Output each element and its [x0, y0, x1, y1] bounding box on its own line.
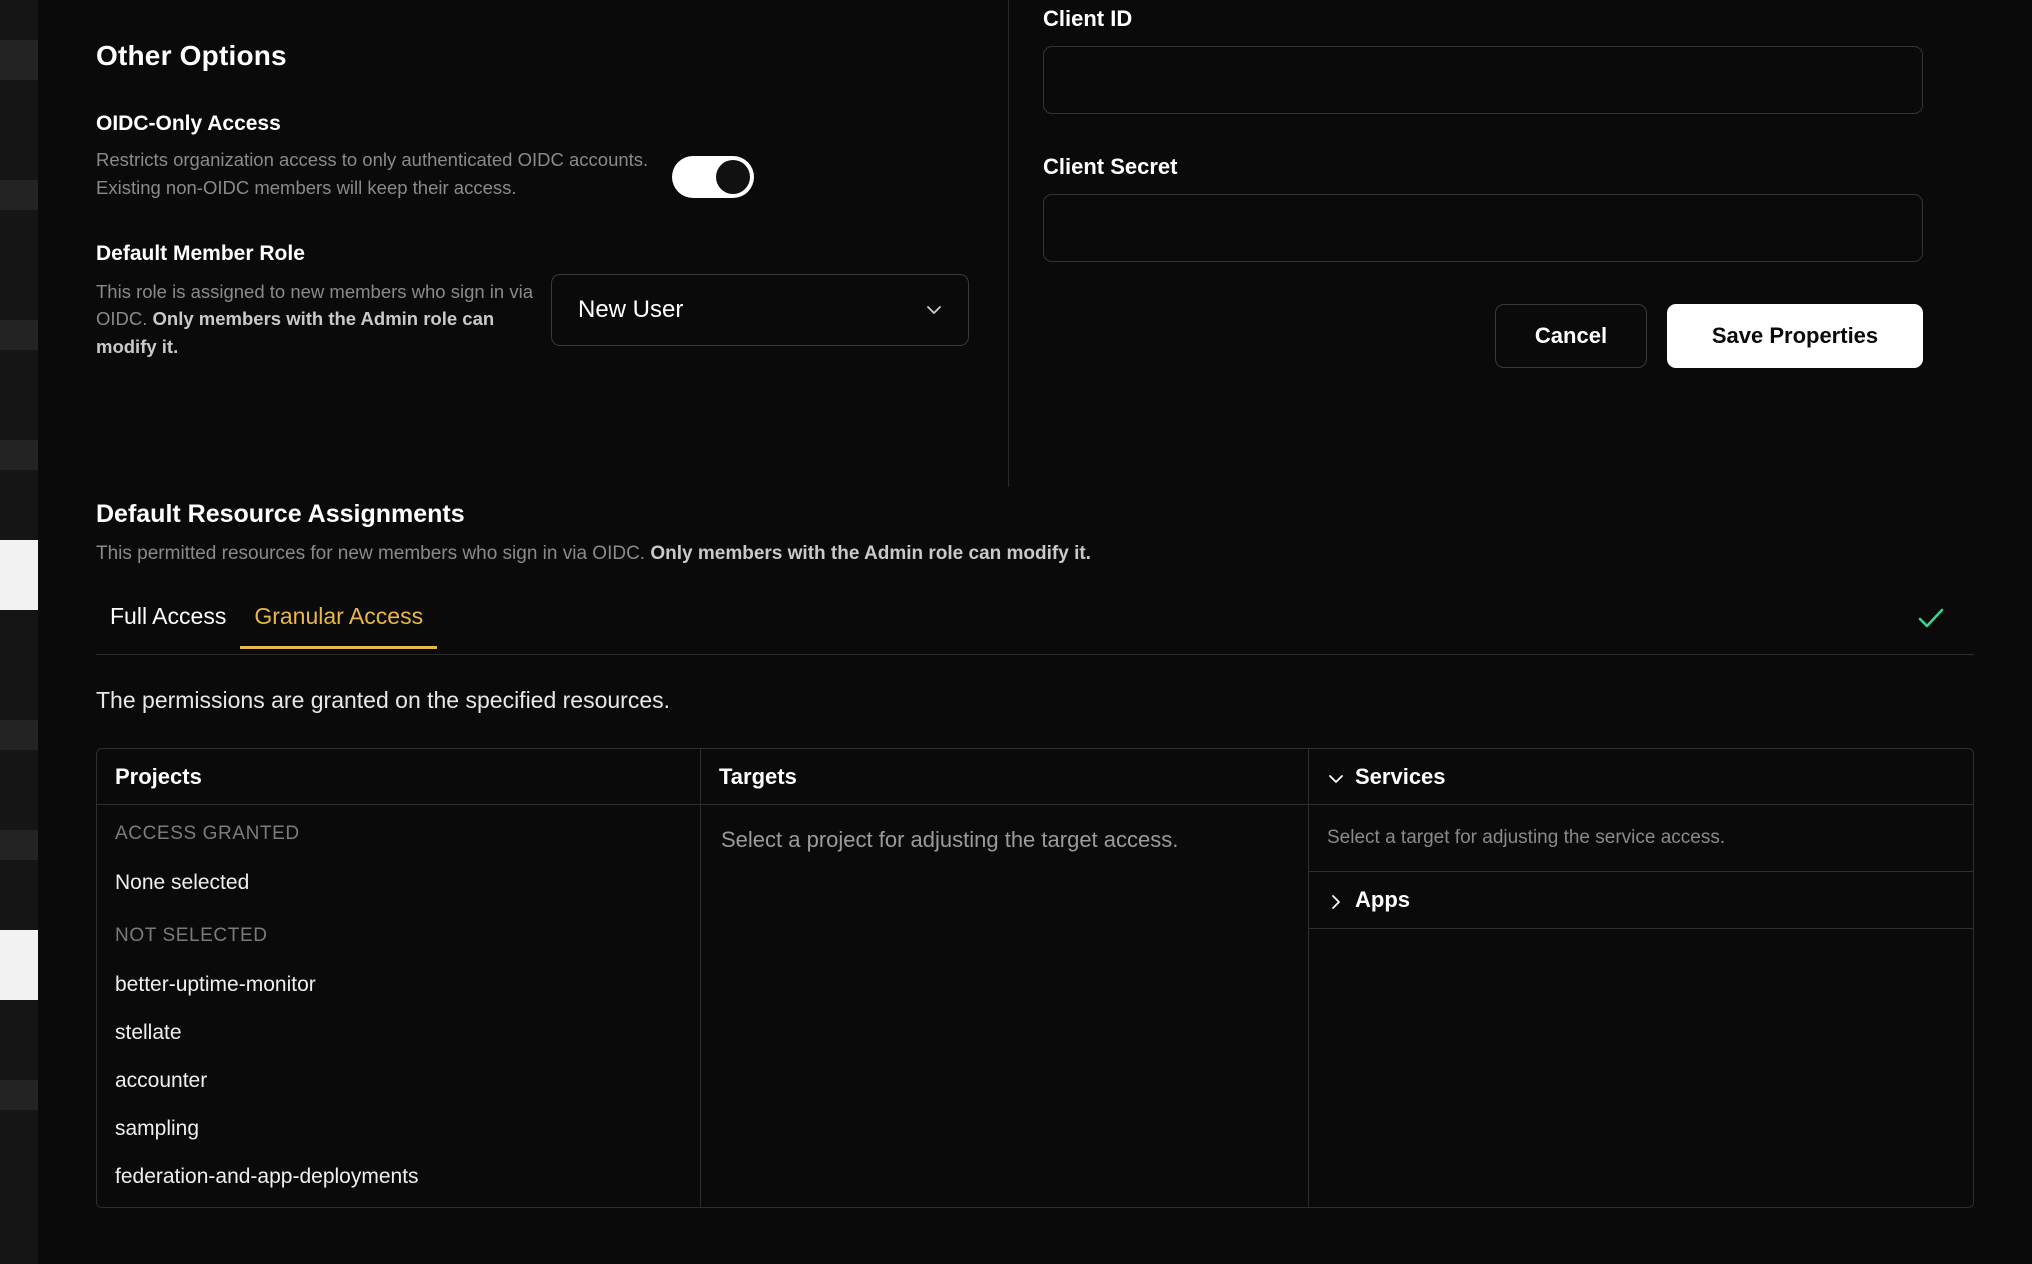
resource-panels	[96, 748, 1974, 1208]
default-member-role-block	[96, 242, 986, 361]
check-icon	[1914, 601, 1948, 635]
not-selected-label: NOT SELECTED	[115, 925, 268, 946]
services-header-label: Services	[1355, 763, 1446, 789]
list-item[interactable]: better-uptime-monitor	[115, 973, 316, 996]
oidc-only-access-toggle[interactable]	[672, 156, 754, 198]
oidc-desc-line2: Existing non-OIDC members will keep their access.	[96, 176, 517, 198]
credentials-column	[1043, 0, 1933, 368]
background-chip	[0, 40, 38, 80]
role-desc-lead: This role is assigned to new members who sign in via OIDC.	[96, 280, 533, 330]
background-chip	[0, 540, 38, 610]
tab-granular-access[interactable]: Granular Access	[240, 603, 437, 649]
chevron-down-icon	[1327, 768, 1345, 786]
tab-full-access[interactable]: Full Access	[110, 603, 227, 629]
page-title: Other Options	[96, 40, 287, 71]
client-secret-field-group	[1043, 154, 1933, 262]
default-member-role-label: Default Member Role	[96, 241, 305, 265]
permissions-note: The permissions are granted on the specified resources.	[96, 687, 671, 713]
background-chip	[0, 180, 38, 210]
services-group-label: Apps	[1355, 887, 1410, 912]
client-id-label: Client ID	[1043, 6, 1133, 31]
targets-header	[701, 749, 1308, 805]
role-desc-strong: Only members with the Admin role can modify it.	[96, 308, 495, 357]
default-member-role-select[interactable]	[551, 274, 969, 346]
client-secret-input[interactable]	[1043, 194, 1923, 262]
list-item[interactable]: accounter	[115, 1069, 208, 1092]
projects-header-label: Projects	[115, 763, 202, 789]
client-id-input[interactable]	[1043, 46, 1923, 114]
projects-panel	[97, 749, 701, 1207]
access-granted-value: None selected	[115, 871, 250, 894]
targets-panel	[701, 749, 1309, 1207]
targets-hint: Select a project for adjusting the target access.	[721, 827, 1179, 852]
save-properties-button[interactable]: Save Properties	[1667, 304, 1923, 368]
background-window-strip	[0, 0, 38, 1264]
access-granted-label: ACCESS GRANTED	[115, 823, 300, 844]
services-hint: Select a target for adjusting the service access.	[1327, 827, 1726, 848]
targets-header-label: Targets	[719, 763, 797, 789]
oidc-desc-line1: Restricts organization access to only authenticated OIDC accounts.	[96, 149, 649, 170]
projects-body	[97, 805, 700, 1201]
background-chip	[0, 1080, 38, 1110]
client-id-field-group	[1043, 6, 1933, 114]
background-chip	[0, 440, 38, 470]
background-chip	[0, 830, 38, 860]
oidc-only-access-block	[96, 112, 986, 202]
chevron-right-icon	[1327, 891, 1345, 909]
resource-assignments-title: Default Resource Assignments	[96, 500, 465, 528]
background-chip	[0, 720, 38, 750]
resource-subtitle-lead: This permitted resources for new members who sign in via OIDC.	[96, 543, 646, 564]
projects-header	[97, 749, 700, 805]
list-item[interactable]: stellate	[115, 1021, 182, 1044]
chevron-down-icon	[924, 300, 944, 320]
background-chip	[0, 930, 38, 1000]
list-item[interactable]: sampling	[115, 1117, 200, 1140]
services-group-apps[interactable]	[1309, 871, 1973, 929]
list-item[interactable]: federation-and-app-deployments	[115, 1165, 419, 1188]
default-member-role-description	[96, 278, 551, 361]
access-tabs	[96, 603, 1974, 655]
client-secret-label: Client Secret	[1043, 154, 1178, 179]
resource-subtitle-strong: Only members with the Admin role can modify it.	[650, 543, 1091, 564]
toggle-knob	[716, 160, 750, 194]
credentials-actions	[1043, 304, 1923, 368]
other-options-column	[96, 0, 986, 361]
oidc-only-access-label: OIDC-Only Access	[96, 112, 281, 135]
background-chip	[0, 320, 38, 350]
services-header[interactable]	[1309, 749, 1973, 805]
cancel-button[interactable]: Cancel	[1495, 304, 1647, 368]
resource-assignments-subtitle	[96, 543, 1974, 565]
services-panel	[1309, 749, 1973, 1207]
column-divider	[1008, 0, 1009, 487]
default-resource-assignments	[96, 500, 1974, 1208]
top-section	[38, 0, 2032, 487]
settings-panel	[38, 0, 2032, 1264]
default-member-role-value: New User	[578, 295, 684, 323]
